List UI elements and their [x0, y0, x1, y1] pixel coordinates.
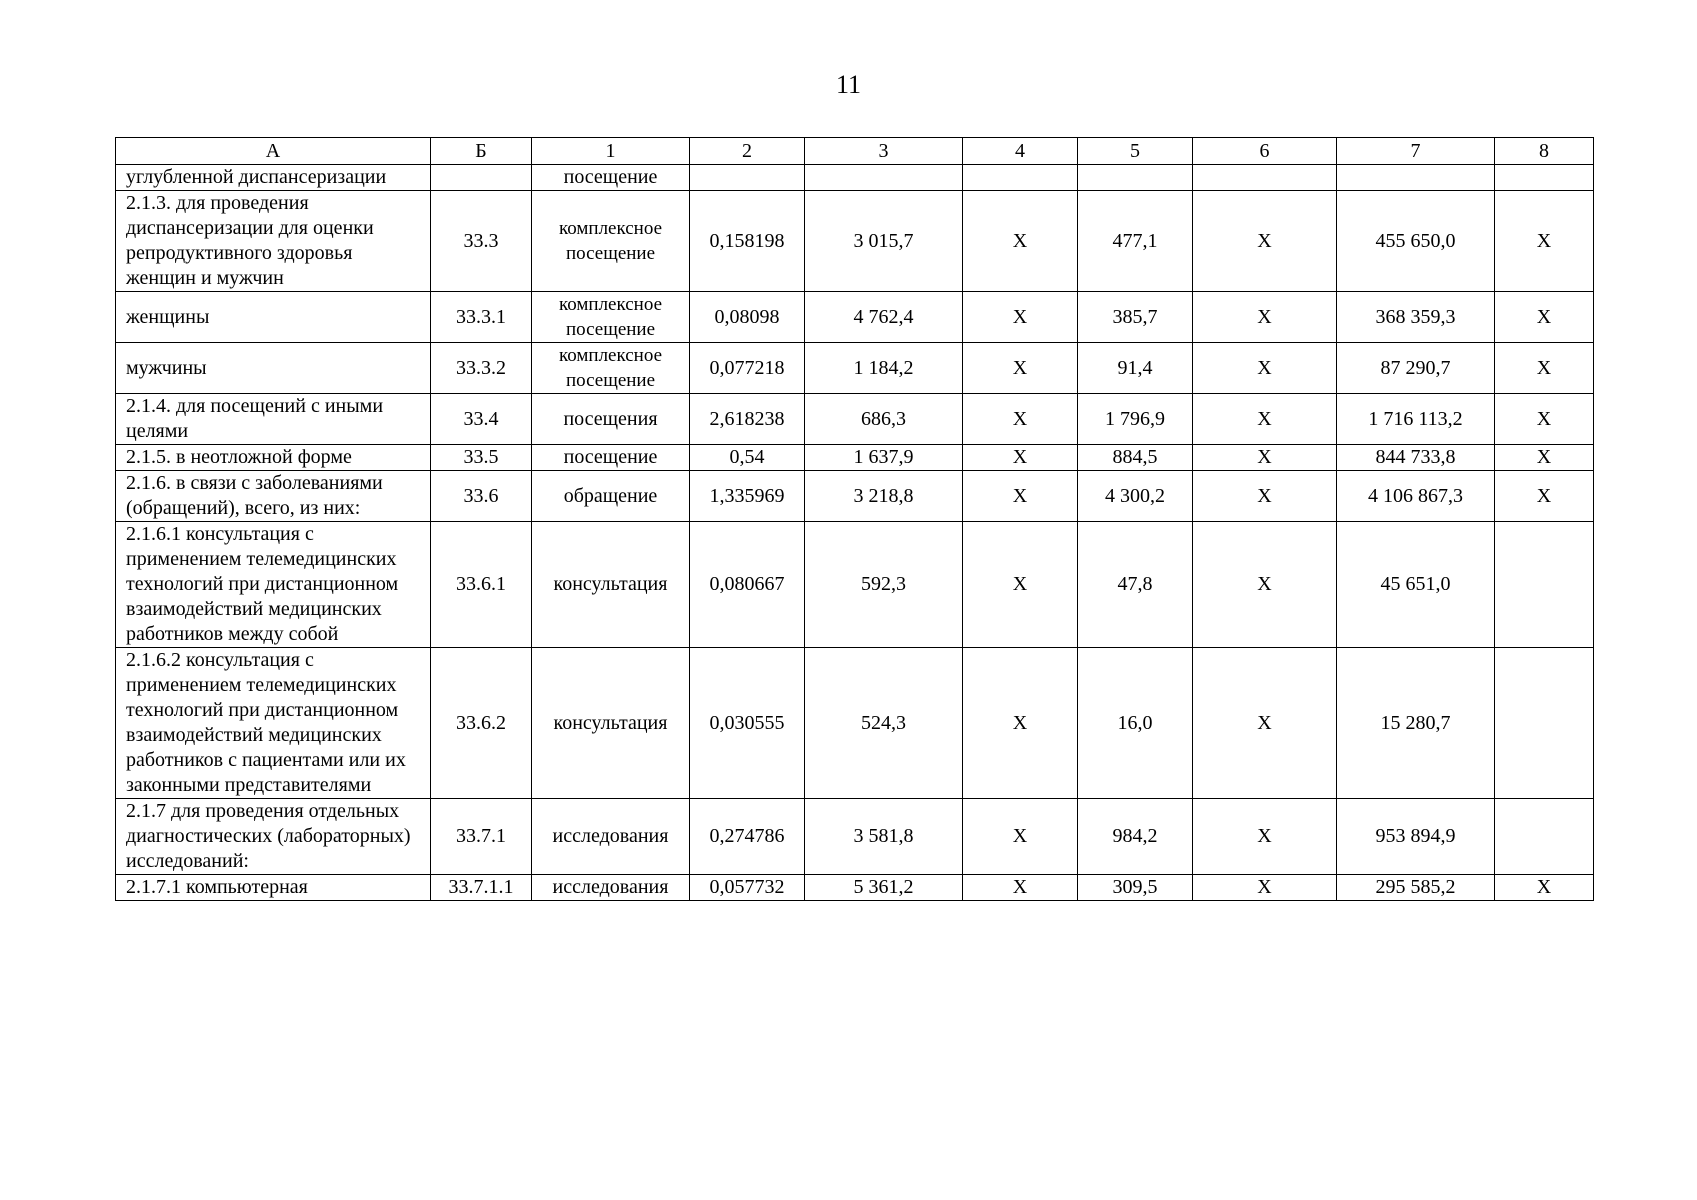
cell-col-3: 1 637,9	[805, 445, 963, 471]
row-code: 33.6.2	[431, 648, 532, 799]
cell-col-2: 0,54	[690, 445, 805, 471]
table-row	[116, 648, 1594, 799]
row-unit: посещения	[532, 394, 690, 445]
cell-col-2: 1,335969	[690, 471, 805, 522]
cell-col-4: Х	[963, 648, 1078, 799]
cell-col-4: Х	[963, 343, 1078, 394]
cell-col-5	[1078, 165, 1193, 191]
cell-col-6: Х	[1193, 394, 1337, 445]
cell-col-2: 0,08098	[690, 292, 805, 343]
cell-col-8: Х	[1495, 875, 1594, 901]
cell-col-6: Х	[1193, 292, 1337, 343]
cell-col-6	[1193, 165, 1337, 191]
cell-col-5: 1 796,9	[1078, 394, 1193, 445]
row-name: 2.1.6. в связи с заболеваниями (обращений), всего, из них:	[116, 471, 431, 522]
cell-col-5: 385,7	[1078, 292, 1193, 343]
row-name: 2.1.4. для посещений с иными целями	[116, 394, 431, 445]
cell-col-7: 4 106 867,3	[1337, 471, 1495, 522]
row-unit: комплексное посещение	[532, 292, 690, 343]
row-unit: обращение	[532, 471, 690, 522]
cell-col-3	[805, 165, 963, 191]
cell-col-5: 309,5	[1078, 875, 1193, 901]
cell-col-7: 1 716 113,2	[1337, 394, 1495, 445]
header-cell: 1	[532, 138, 690, 165]
table-row	[116, 522, 1594, 648]
cell-col-5: 16,0	[1078, 648, 1193, 799]
header-cell: 6	[1193, 138, 1337, 165]
cell-col-4	[963, 165, 1078, 191]
row-name: углубленной диспансеризации	[116, 165, 431, 191]
cell-col-8: Х	[1495, 191, 1594, 292]
row-code: 33.3.1	[431, 292, 532, 343]
row-code: 33.3.2	[431, 343, 532, 394]
cell-col-7: 87 290,7	[1337, 343, 1495, 394]
header-cell: А	[116, 138, 431, 165]
header-cell: 2	[690, 138, 805, 165]
cell-col-3: 524,3	[805, 648, 963, 799]
data-table	[115, 137, 1594, 901]
row-name: женщины	[116, 292, 431, 343]
cell-col-8: Х	[1495, 445, 1594, 471]
cell-col-7: 844 733,8	[1337, 445, 1495, 471]
table-row	[116, 445, 1594, 471]
cell-col-6: Х	[1193, 471, 1337, 522]
header-cell: 4	[963, 138, 1078, 165]
cell-col-6: Х	[1193, 875, 1337, 901]
cell-col-7: 45 651,0	[1337, 522, 1495, 648]
cell-col-3: 4 762,4	[805, 292, 963, 343]
table-row	[116, 292, 1594, 343]
cell-col-2	[690, 165, 805, 191]
cell-col-6: Х	[1193, 799, 1337, 875]
cell-col-8	[1495, 648, 1594, 799]
row-unit: консультация	[532, 522, 690, 648]
cell-col-4: Х	[963, 445, 1078, 471]
cell-col-4: Х	[963, 875, 1078, 901]
cell-col-5: 47,8	[1078, 522, 1193, 648]
table-row	[116, 343, 1594, 394]
row-code: 33.4	[431, 394, 532, 445]
cell-col-6: Х	[1193, 191, 1337, 292]
cell-col-7: 368 359,3	[1337, 292, 1495, 343]
header-cell: 5	[1078, 138, 1193, 165]
cell-col-2: 0,030555	[690, 648, 805, 799]
row-name: 2.1.5. в неотложной форме	[116, 445, 431, 471]
row-code: 33.6.1	[431, 522, 532, 648]
cell-col-2: 0,080667	[690, 522, 805, 648]
cell-col-6: Х	[1193, 522, 1337, 648]
cell-col-5: 984,2	[1078, 799, 1193, 875]
row-name: 2.1.7 для проведения отдельных диагностических (лабораторных) исследований:	[116, 799, 431, 875]
cell-col-8	[1495, 799, 1594, 875]
cell-col-2: 2,618238	[690, 394, 805, 445]
cell-col-4: Х	[963, 471, 1078, 522]
table-row	[116, 471, 1594, 522]
cell-col-7: 953 894,9	[1337, 799, 1495, 875]
row-code: 33.7.1	[431, 799, 532, 875]
cell-col-5: 91,4	[1078, 343, 1193, 394]
cell-col-7: 455 650,0	[1337, 191, 1495, 292]
table-row	[116, 875, 1594, 901]
cell-col-6: Х	[1193, 445, 1337, 471]
cell-col-8: Х	[1495, 471, 1594, 522]
header-row	[116, 138, 1594, 165]
row-code: 33.7.1.1	[431, 875, 532, 901]
row-unit: комплексное посещение	[532, 343, 690, 394]
cell-col-8	[1495, 522, 1594, 648]
cell-col-5: 884,5	[1078, 445, 1193, 471]
cell-col-4: Х	[963, 799, 1078, 875]
cell-col-8: Х	[1495, 394, 1594, 445]
cell-col-8: Х	[1495, 343, 1594, 394]
cell-col-5: 477,1	[1078, 191, 1193, 292]
row-name: 2.1.7.1 компьютерная	[116, 875, 431, 901]
row-code: 33.6	[431, 471, 532, 522]
cell-col-6: Х	[1193, 648, 1337, 799]
cell-col-7: 15 280,7	[1337, 648, 1495, 799]
cell-col-3: 3 581,8	[805, 799, 963, 875]
cell-col-3: 5 361,2	[805, 875, 963, 901]
cell-col-5: 4 300,2	[1078, 471, 1193, 522]
row-unit: посещение	[532, 445, 690, 471]
header-cell: Б	[431, 138, 532, 165]
table-row	[116, 165, 1594, 191]
row-code: 33.3	[431, 191, 532, 292]
row-unit: консультация	[532, 648, 690, 799]
row-unit: комплексное посещение	[532, 191, 690, 292]
cell-col-8: Х	[1495, 292, 1594, 343]
cell-col-2: 0,077218	[690, 343, 805, 394]
row-name: 2.1.6.1 консультация с применением телемедицинских технологий при дистанционном взаимодействий медицинских работников между собой	[116, 522, 431, 648]
table-row	[116, 191, 1594, 292]
cell-col-3: 1 184,2	[805, 343, 963, 394]
cell-col-4: Х	[963, 292, 1078, 343]
cell-col-4: Х	[963, 394, 1078, 445]
row-code: 33.5	[431, 445, 532, 471]
cell-col-4: Х	[963, 191, 1078, 292]
cell-col-8	[1495, 165, 1594, 191]
row-name: 2.1.3. для проведения диспансеризации для оценки репродуктивного здоровья женщин и мужчин	[116, 191, 431, 292]
cell-col-7: 295 585,2	[1337, 875, 1495, 901]
cell-col-2: 0,274786	[690, 799, 805, 875]
cell-col-3: 3 015,7	[805, 191, 963, 292]
row-name: мужчины	[116, 343, 431, 394]
cell-col-7	[1337, 165, 1495, 191]
cell-col-2: 0,057732	[690, 875, 805, 901]
row-name: 2.1.6.2 консультация с применением телемедицинских технологий при дистанционном взаимодействий медицинских работников с пациентами или их законными представителями	[116, 648, 431, 799]
header-cell: 8	[1495, 138, 1594, 165]
row-code	[431, 165, 532, 191]
cell-col-6: Х	[1193, 343, 1337, 394]
row-unit: посещение	[532, 165, 690, 191]
cell-col-3: 3 218,8	[805, 471, 963, 522]
row-unit: исследования	[532, 875, 690, 901]
cell-col-4: Х	[963, 522, 1078, 648]
cell-col-3: 592,3	[805, 522, 963, 648]
row-unit: исследования	[532, 799, 690, 875]
cell-col-2: 0,158198	[690, 191, 805, 292]
table-row	[116, 799, 1594, 875]
header-cell: 3	[805, 138, 963, 165]
header-cell: 7	[1337, 138, 1495, 165]
cell-col-3: 686,3	[805, 394, 963, 445]
page-number: 11	[835, 70, 862, 99]
table-row	[116, 394, 1594, 445]
